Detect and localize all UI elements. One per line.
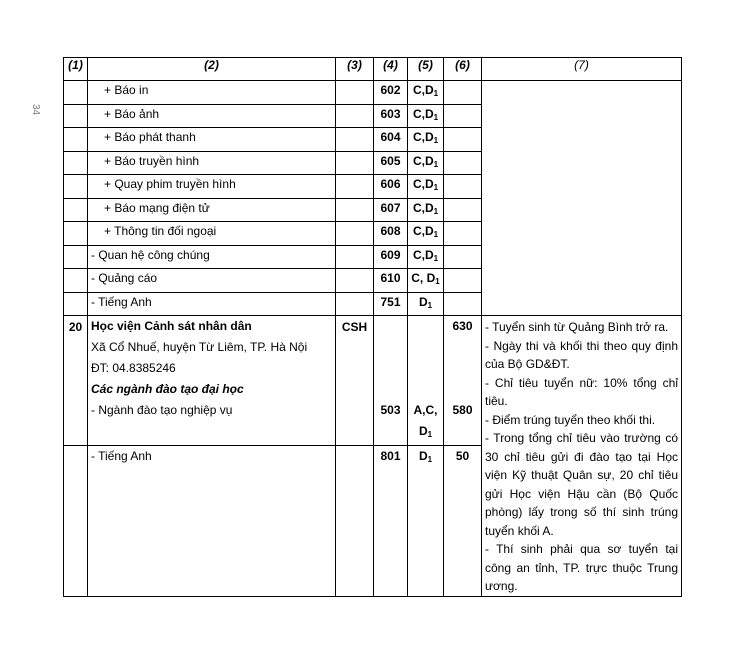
note-item: - Thí sinh phải qua sơ tuyển tại công an tỉnh, TP. trực thuộc Trung ương. <box>485 542 678 593</box>
program-name: + Báo phát thanh <box>88 128 336 152</box>
program-name: + Thông tin đối ngoại <box>88 222 336 246</box>
admissions-table <box>63 57 682 597</box>
program-block: D1 <box>408 292 444 316</box>
program-block: C,D1 <box>408 245 444 269</box>
note-item: - Ngày thi và khối thi theo quy định của Bộ GD&ĐT. <box>485 338 678 371</box>
major-quota: 580 <box>452 403 473 417</box>
program-code: 607 <box>374 198 408 222</box>
header-col-2: (2) <box>88 58 336 81</box>
section-title: Các ngành đào tạo đại học <box>91 382 244 396</box>
note-item: - Tuyển sinh từ Quảng Bình trở ra. <box>485 320 669 334</box>
header-col-6: (6) <box>444 58 482 81</box>
program-code: 605 <box>374 151 408 175</box>
program-code: 606 <box>374 175 408 199</box>
major-code: 503 <box>380 403 401 417</box>
notes-empty-cell <box>482 81 682 316</box>
program-name: - Quan hệ công chúng <box>88 245 336 269</box>
program-block: C,D1 <box>408 81 444 105</box>
program-name: + Quay phim truyền hình <box>88 175 336 199</box>
institution-notes <box>482 316 682 597</box>
header-col-4: (4) <box>374 58 408 81</box>
major-name: - Ngành đào tạo nghiệp vụ <box>91 403 233 417</box>
program-block: C,D1 <box>408 198 444 222</box>
note-item: - Trong tổng chỉ tiêu vào trường có 30 chỉ tiêu gửi đi đào tạo tại Học viện Kỹ thuật Quân sự, 20 chỉ tiêu gửi Học viện Hậu cần (Bộ Quốc phòng) lấy trong số thí sinh trúng tuyển khối A. <box>485 431 678 538</box>
program-name: - Tiếng Anh <box>88 292 336 316</box>
program-name: - Quảng cáo <box>88 269 336 293</box>
program-code: 609 <box>374 245 408 269</box>
program-code: 608 <box>374 222 408 246</box>
institution-code: CSH <box>336 316 374 446</box>
program-block: C,D1 <box>408 222 444 246</box>
program-name: + Báo truyền hình <box>88 151 336 175</box>
institution-row <box>64 316 682 446</box>
institution-number: 20 <box>64 316 88 446</box>
program-code: 604 <box>374 128 408 152</box>
page-number: 34 <box>30 104 41 116</box>
program-name: + Báo in <box>88 81 336 105</box>
program-block: C,D1 <box>408 128 444 152</box>
program-code: 610 <box>374 269 408 293</box>
note-item: - Chỉ tiêu tuyển nữ: 10% tổng chỉ tiêu. <box>485 375 678 408</box>
institution-quota: 630 <box>452 319 473 333</box>
institution-address: Xã Cổ Nhuế, huyện Từ Liêm, TP. Hà Nội <box>91 340 308 354</box>
program-block: C,D1 <box>408 151 444 175</box>
program-code: 602 <box>374 81 408 105</box>
table-row <box>64 81 682 105</box>
program-code: 751 <box>374 292 408 316</box>
institution-phone: ĐT: 04.8385246 <box>91 361 176 375</box>
major-block: D1 <box>418 449 433 464</box>
note-item: - Điểm trúng tuyển theo khối thi. <box>485 412 656 427</box>
program-block: C,D1 <box>408 175 444 199</box>
program-code: 603 <box>374 104 408 128</box>
header-col-1: (1) <box>64 58 88 81</box>
major-quota: 50 <box>455 449 470 463</box>
header-row <box>64 58 682 81</box>
program-block: C, D1 <box>408 269 444 293</box>
major-block-line1: A,C, <box>413 403 438 417</box>
program-name: + Báo mạng điện tử <box>88 198 336 222</box>
major-code: 801 <box>380 449 401 463</box>
header-col-7: (7) <box>482 58 682 81</box>
major-name: - Tiếng Anh <box>91 449 152 463</box>
institution-name: Học viện Cảnh sát nhân dân <box>91 319 252 333</box>
program-block: C,D1 <box>408 104 444 128</box>
header-col-3: (3) <box>336 58 374 81</box>
major-block-line2: D1 <box>418 424 433 439</box>
header-col-5: (5) <box>408 58 444 81</box>
program-name: + Báo ảnh <box>88 104 336 128</box>
